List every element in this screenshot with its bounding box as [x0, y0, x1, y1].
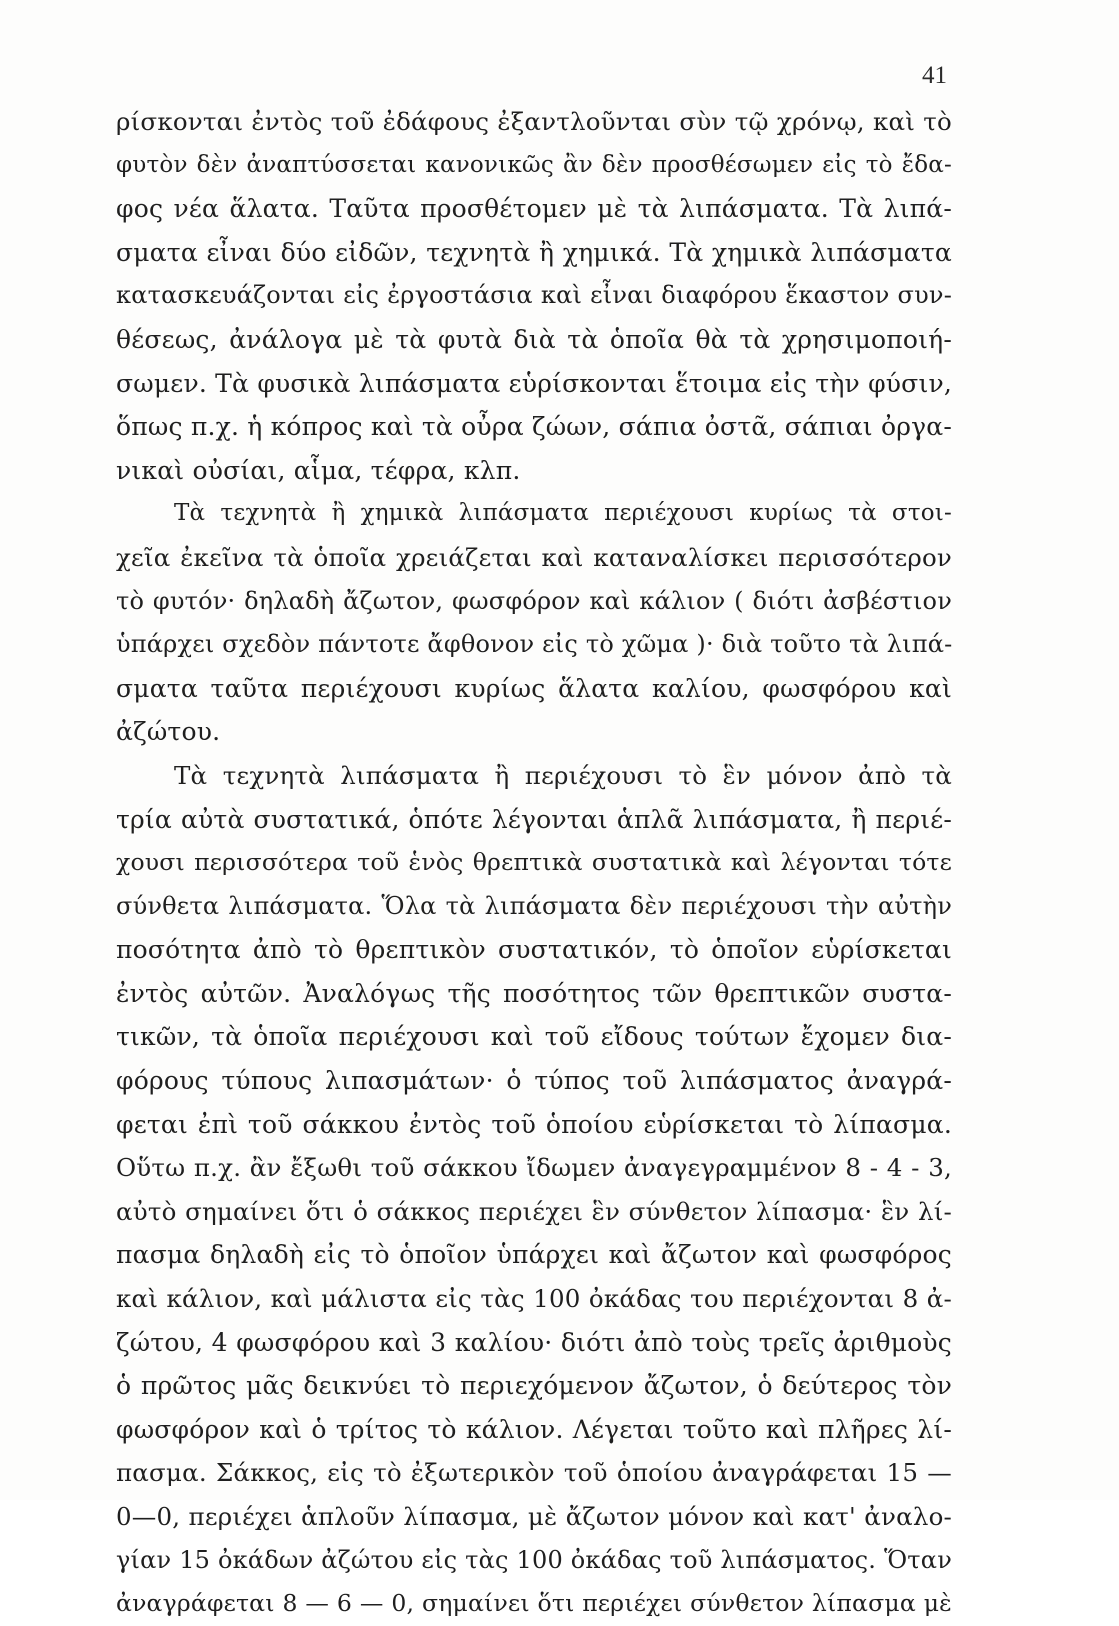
text-line: πασμα. Σάκκος, εἰς τὸ ἐξωτερικὸν τοῦ ὁποίου ἀναγράφεται 15 — [116, 1458, 952, 1488]
text-line: Οὕτω π.χ. ἂν ἔξωθι τοῦ σάκκου ἴδωμεν ἀναγεγραμμένον 8 - 4 - 3, [116, 1153, 952, 1183]
text-line: τὸ φυτόν· δηλαδὴ ἄζωτον, φωσφόρον καὶ κάλιον ( διότι ἀσβέστιον [116, 586, 952, 615]
text-line: ποσότητα ἀπὸ τὸ θρεπτικὸν συστατικόν, τὸ ὁποῖον εὑρίσκεται [116, 935, 952, 965]
text-line: θέσεως, ἀνάλογα μὲ τὰ φυτὰ διὰ τὰ ὁποῖα θὰ τὰ χρησιμοποιή- [116, 324, 952, 354]
text-line: Τὰ τεχνητὰ ἢ χημικὰ λιπάσματα περιέχουσι κυρίως τὰ στοι- [174, 500, 952, 527]
text-line: Τὰ τεχνητὰ λιπάσματα ἢ περιέχουσι τὸ ἓν μόνον ἀπὸ τὰ [174, 760, 952, 790]
paragraph-3 [116, 754, 952, 1626]
text-line: φος νέα ἅλατα. Ταῦτα προσθέτομεν μὲ τὰ λιπάσματα. Τὰ λιπά- [116, 194, 952, 224]
text-line: ρίσκονται ἐντὸς τοῦ ἐδάφους ἐξαντλοῦνται σὺν τῷ χρόνῳ, καὶ τὸ [116, 107, 952, 136]
text-line: ἀζώτου. [116, 717, 221, 747]
body-text [116, 100, 952, 1626]
text-line: σωμεν. Τὰ φυσικὰ λιπάσματα εὑρίσκονται ἕτοιμα εἰς τὴν φύσιν, [116, 368, 952, 398]
text-line: ζώτου, 4 φωσφόρου καὶ 3 καλίου· διότι ἀπὸ τοὺς τρεῖς ἀριθμοὺς [116, 1327, 952, 1357]
text-line: γίαν 15 ὀκάδων ἀζώτου εἰς τὰς 100 ὀκάδας τοῦ λιπάσματος. Ὅταν [116, 1545, 952, 1574]
text-line: καὶ κάλιον, καὶ μάλιστα εἰς τὰς 100 ὀκάδας του περιέχονται 8 ἀ- [116, 1284, 952, 1314]
text-line: σματα εἶναι δύο εἰδῶν, τεχνητὰ ἢ χημικά. Τὰ χημικὰ λιπάσματα [116, 237, 952, 267]
text-line: φυτὸν δὲν ἀναπτύσσεται κανονικῶς ἂν δὲν προσθέσωμεν εἰς τὸ ἔδα- [116, 151, 952, 178]
paragraph-1 [116, 100, 952, 492]
text-line: 0—0, περιέχει ἁπλοῦν λίπασμα, μὲ ἄζωτον μόνον καὶ κατ' ἀναλο- [116, 1502, 952, 1531]
text-line: ὅπως π.χ. ἡ κόπρος καὶ τὰ οὖρα ζώων, σάπια ὀστᾶ, σάπιαι ὀργα- [116, 412, 952, 442]
text-line: σματα ταῦτα περιέχουσι κυρίως ἅλατα καλίου, φωσφόρου καὶ [116, 673, 952, 703]
text-line: χουσι περισσότερα τοῦ ἑνὸς θρεπτικὰ συστατικὰ καὶ λέγονται τότε [116, 848, 952, 877]
text-line: τρία αὐτὰ συστατικά, ὁπότε λέγονται ἁπλᾶ λιπάσματα, ἢ περιέ- [116, 804, 952, 834]
text-line: σύνθετα λιπάσματα. Ὅλα τὰ λιπάσματα δὲν περιέχουσι τὴν αὐτὴν [116, 891, 952, 920]
page-number: 41 [922, 62, 947, 89]
text-line: φωσφόρον καὶ ὁ τρίτος τὸ κάλιον. Λέγεται τοῦτο καὶ πλῆρες λί- [116, 1414, 952, 1444]
text-line: τικῶν, τὰ ὁποῖα περιέχουσι καὶ τοῦ εἴδους τούτων ἔχομεν δια- [116, 1022, 952, 1052]
text-line: ὁ πρῶτος μᾶς δεικνύει τὸ περιεχόμενον ἄζωτον, ὁ δεύτερος τὸν [116, 1371, 952, 1401]
text-line: ἐντὸς αὐτῶν. Ἀναλόγως τῆς ποσότητος τῶν θρεπτικῶν συστα- [116, 978, 952, 1008]
text-line: φόρους τύπους λιπασμάτων· ὁ τύπος τοῦ λιπάσματος ἀναγρά- [116, 1066, 952, 1096]
text-line: ὑπάρχει σχεδὸν πάντοτε ἄφθονον εἰς τὸ χῶμα )· διὰ τοῦτο τὰ λιπά- [116, 630, 953, 659]
text-line: χεῖα ἐκεῖνα τὰ ὁποῖα χρειάζεται καὶ καταναλίσκει περισσότερον [116, 542, 952, 572]
text-line: πασμα δηλαδὴ εἰς τὸ ὁποῖον ὑπάρχει καὶ ἄζωτον καὶ φωσφόρος [116, 1240, 952, 1270]
text-line: αὐτὸ σημαίνει ὅτι ὁ σάκκος περιέχει ἓν σύνθετον λίπασμα· ἓν λί- [116, 1196, 952, 1226]
text-line: ἀναγράφεται 8 — 6 — 0, σημαίνει ὅτι περιέχει σύνθετον λίπασμα μὲ [116, 1589, 952, 1618]
text-line: φεται ἐπὶ τοῦ σάκκου ἐντὸς τοῦ ὁποίου εὑρίσκεται τὸ λίπασμα. [116, 1109, 952, 1139]
text-line: νικαὶ οὐσίαι, αἷμα, τέφρα, κλπ. [116, 455, 521, 485]
text-line: κατασκευάζονται εἰς ἐργοστάσια καὶ εἶναι διαφόρου ἕκαστον συν- [116, 281, 952, 310]
paragraph-2 [116, 492, 952, 754]
